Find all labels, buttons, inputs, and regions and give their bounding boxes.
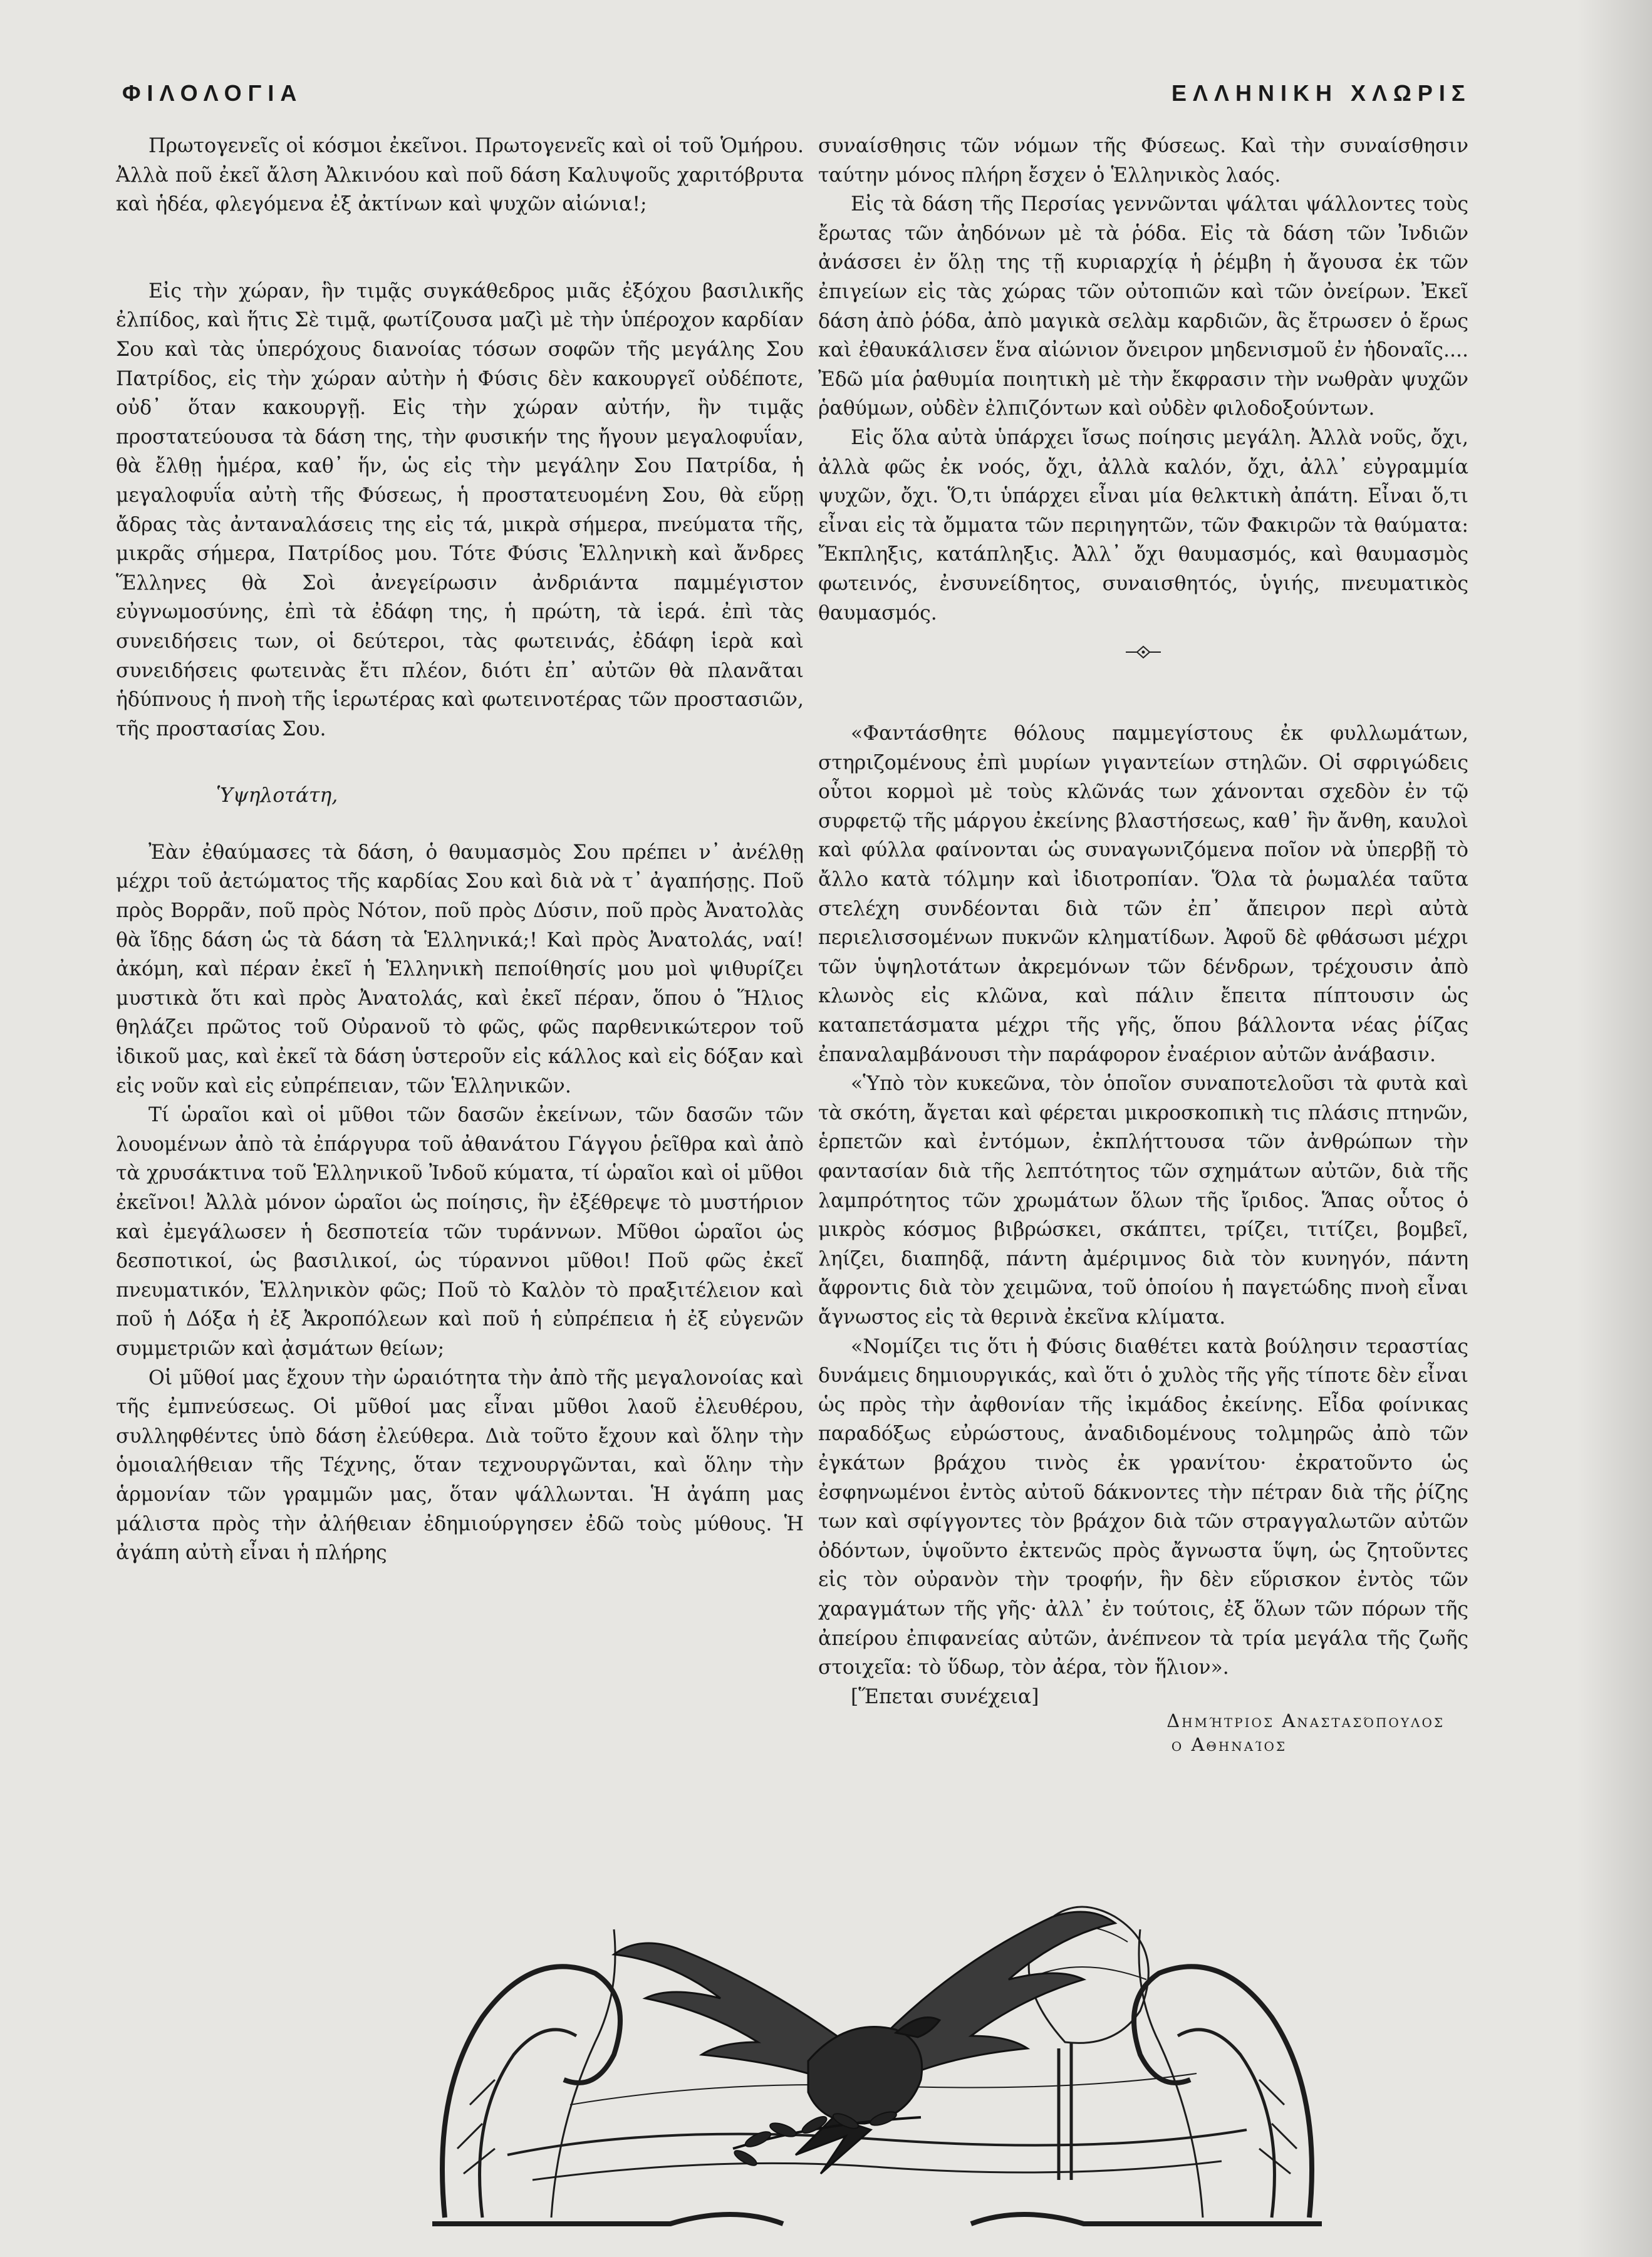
paragraph: Πρωτογενεῖς οἱ κόσμοι ἐκεῖνοι. Πρωτογενεῖς καὶ οἱ τοῦ Ὁμήρου. Ἀλλὰ ποῦ ἐκεῖ ἄλση Ἀλκινόου καὶ ποῦ δάση Καλυψοῦς χαριτόβρυτα καὶ ἡδέα, φλεγόμενα ἐξ ἀκτίνων καὶ ψυχῶν αἰώνια!; [116,135,804,216]
paragraph: Οἱ μῦθοί μας ἔχουν τὴν ὡραιότητα τὴν ἀπὸ τῆς μεγαλονοίας καὶ τῆς ἐμπνεύσεως. Οἱ μῦθοί μας εἶναι μῦθοι λαοῦ ἐλευθέρου, συλληφθέντες ὑπὸ δάση ἐλεύθερα. Διὰ τοῦτο ἔχουν καὶ ὅλην τὴν ὁμοιαλήθειαν τῆς Τέχνης, ὅταν τεχνουργῶνται, καὶ ὅλην τὴν ἁρμονίαν τῶν γραμμῶν μας, ὅταν ψάλλωνται. Ἡ ἀγάπη μας μάλιστα πρὸς τὴν ἀλήθειαν ἐδημιούργησεν ἐδῶ τοὺς μύθους. Ἡ ἀγάπη αὐτὴ εἶναι ἡ πλήρης [116,1366,804,1565]
paragraph: «Φαντάσθητε θόλους παμμεγίστους ἐκ φυλλωμάτων, στηριζομένους ἐπὶ μυρίων γιγαντείων στηλῶν. Οἱ σφριγώδεις οὗτοι κορμοὶ μὲ τοὺς κλῶνάς των χάνονται σχεδὸν ἐν τῷ συρφετῷ τῆς μάργου ἐκείνης βλαστήσεως, καθ᾿ ἣν ἄνθη, καυλοὶ καὶ φύλλα φαίνονται ὡς συναγωνιζόμενα ποῖον νὰ ὑπερβῇ τὸ ἄλλο κατὰ τόλμην καὶ ἰδιοτροπίαν. Ὅλα τὰ ῥωμαλέα ταῦτα στελέχη συνδέονται διὰ τῶν ἐπ᾿ ἄπειρον περὶ αὐτὰ περιελισσομένων πυκνῶν κληματίδων. Ἀφοῦ δὲ φθάσωσι μέχρι τῶν ὑψηλοτάτων ἀκρεμόνων τῶν δένδρων, τρέχουσιν ἀπὸ κλωνὸς εἰς κλῶνα, καὶ πάλιν ἔπειτα πίπτουσιν ὡς καταπετάσματα μέχρι τῆς γῆς, ὅπου βάλλοντα νέας ῥίζας ἐπαναλαμβάνουσι τὴν παράφορον ἐναέριον αὐτῶν ἀνάβασιν. [818,722,1468,1066]
author-signature: Δημήτριος Αναστασόπουλος [1166,1710,1445,1732]
paragraph: «Ὑπὸ τὸν κυκεῶνα, τὸν ὁποῖον συναποτελοῦσι τὰ φυτὰ καὶ τὰ σκότη, ἄγεται καὶ φέρεται μικροσκοπικὴ τις πλάσις πτηνῶν, ἑρπετῶν καὶ ἐντόμων, ἐκπλήττουσα τῶν ἀνθρώπων τὴν φαντασίαν διὰ τῆς λεπτότητος τῶν σχημάτων αὐτῶν, διὰ τῆς λαμπρότητος τῶν χρωμάτων ὅλων τῆς ἴριδος. Ἅπας οὗτος ὁ μικρὸς κόσμος βιβρώσκει, σκάπτει, τρίζει, τιτίζει, βομβεῖ, ληίζει, διαπηδᾷ, πάντη ἀμέριμνος διὰ τὸν κυνηγόν, πάντη ἄφροντις διὰ τὸν χειμῶνα, τοῦ ὁποίου ἡ παγετώδης πνοὴ εἶναι ἄγνωστος εἰς τὰ θερινὰ ἐκεῖνα κλίματα. [818,1072,1468,1329]
left-column [116,132,804,1568]
paragraph: «Νομίζει τις ὅτι ἡ Φύσις διαθέτει κατὰ βούλησιν τεραστίας δυνάμεις δημιουργικάς, καὶ ὅτι ὁ χυλὸς τῆς γῆς τίποτε δὲν εἶναι ὡς πρὸς τὴν ἀφθονίαν τῆς ἰκμάδος ἐκείνης. Εἶδα φοίνικας παραδόξως εὐρώστους, ἀναδιδομένους τολμηρῶς ἀπὸ τῶν ἐγκάτων βράχου τινὸς ἐκ γρανίτου· ἐκρατοῦντο ὡς ἐσφηνωμένοι ἐντὸς αὐτοῦ δάκνοντες τὴν πέτραν διὰ τῆς ῥίζης των καὶ σφίγγοντες τὸν βράχον διὰ τῶν στραγγαλωτῶν αὐτῶν ὀδόντων, ὑψοῦντο ἐκτενῶς πρὸς ἄγνωστα ὕψη, ὡς ζητοῦντες εἰς τὸν οὐρανὸν τὴν τροφήν, ἣν δὲν εὕρισκον ἐντὸς τῶν χαραγμάτων τῆς γῆς· ἀλλ᾿ ἐν τούτοις, ἐξ ὅλων τῶν πόρων τῆς ἀπείρου ἐπιφανείας αὐτῶν, ἀνέπνεον τὰ τρία μεγάλα τῆς ζωῆς στοιχεῖα: τὸ ὕδωρ, τὸν ἀέρα, τὸν ἥλιον». [818,1335,1468,1679]
running-head-right: ΕΛΛΗΝΙΚΗ ΧΛΩΡΙΣ [1171,80,1472,106]
eagle-vignette-icon [407,1854,1347,2230]
paragraph: Εἰς ὅλα αὐτὰ ὑπάρχει ἴσως ποίησις μεγάλη. Ἀλλὰ νοῦς, ὄχι, ἀλλὰ φῶς ἐκ νοός, ὄχι, ἀλλὰ καλόν, ὄχι, ἀλλ᾿ εὐγραμμία ψυχῶν, ὄχι. Ὅ,τι ὑπάρχει εἶναι μία θελκτικὴ ἀπάτη. Εἶναι ὅ,τι εἶναι εἰς τὰ ὄμματα τῶν περιηγητῶν, τῶν Φακιρῶν τὰ θαύματα: Ἔκπληξις, κατάπληξις. Ἀλλ᾿ ὄχι θαυμασμός, καὶ θαυμασμὸς φωτεινός, ἐνσυνείδητος, συναισθητός, ὑγιής, πνευματικὸς θαυμασμός. [818,426,1468,625]
paragraph: Εἰς τὴν χώραν, ἣν τιμᾷς συγκάθεδρος μιᾶς ἐξόχου βασιλικῆς ἐλπίδος, καὶ ἥτις Σὲ τιμᾷ, φωτίζουσα μαζὶ μὲ τὴν ὑπέροχον καρδίαν Σου καὶ τὰς ὑπερόχους διανοίας τόσων σοφῶν τῆς μεγάλης Σου Πατρίδος, εἰς τὴν χώραν αὐτὴν ἡ Φύσις δὲν κακουργεῖ οὐδέποτε, οὐδ᾿ ὅταν κακουργῇ. Εἰς τὴν χώραν αὐτήν, ἣν τιμᾷς προστατεύουσα τὰ δάση της, τὴν φυσικήν της ἤγουν μεγαλοφυΐαν, θὰ ἔλθῃ ἡμέρα, καθ᾿ ἥν, ὡς εἰς τὴν μεγάλην Σου Πατρίδα, ἡ μεγαλοφυΐα αὐτὴ τῆς Φύσεως, ἡ προστατευομένη Σου, θὰ εὕρῃ ἄδρας τὰς ἀνταναλάσεις της εἰς τά, μικρὰ σήμερα, πνεύματα τῆς, μικρᾶς σήμερα, Πατρίδος μου. Τότε Φύσις Ἑλληνικὴ καὶ ἄνδρες Ἕλληνες θὰ Σοὶ ἀνεγείρωσιν ἀνδριάντα παμμέγιστον εὐγνωμοσύνης, ἐπὶ τὰ ἐδάφη της, ἡ πρώτη, τὰ ἱερά. ἐπὶ τὰς συνειδήσεις των, οἱ δεύτεροι, τὰς φωτεινάς, ἐδάφη ἱερὰ καὶ συνειδήσεις φωτεινὰς ἔτι πλέον, διότι ἐπ᾿ αὐτῶν θὰ πλανᾶται ἡδύπνους ἡ πνοὴ τῆς ἱερωτέρας καὶ φωτεινοτέρας τῶν προστασιῶν, τῆς προστασίας Σου. [116,279,804,740]
ornament-divider-icon [1125,645,1162,659]
paragraph: Εἰς τὰ δάση τῆς Περσίας γεννῶνται ψάλται ψάλλοντες τοὺς ἔρωτας τῶν ἀηδόνων μὲ τὰ ῥόδα. Εἰς τὰ δάση τῶν Ἰνδιῶν ἀνάσσει ἐν ὅλῃ της τῇ κυριαρχίᾳ ἡ ῥέμβη ἡ ἄγουσα ἐκ τῶν ἐπιγείων εἰς τὰς χώρας τῶν οὐτοπιῶν καὶ τῶν ὀνείρων. Ἐκεῖ δάση ἀπὸ ῥόδα, ἀπὸ μαγικὰ σελὰμ καρδιῶν, ἃς ἔτρωσεν ὁ ἔρως καὶ ἐθαυκάλισεν ἕνα αἰώνιον ὄνειρον μηδενισμοῦ ἐν ἡδοναῖς.... Ἐδῶ μία ῥαθυμία ποιητικὴ μὲ τὴν ἔκφρασιν τὴν νωθρὰν ψυχῶν ῥαθύμων, οὐδὲν ἐλπιζόντων καὶ οὐδὲν φιλοδοξούντων. [818,193,1468,420]
paragraph: Ἐὰν ἐθαύμασες τὰ δάση, ὁ θαυμασμὸς Σου πρέπει ν᾿ ἀνέλθῃ μέχρι τοῦ ἀετώματος τῆς καρδίας Σου καὶ διὰ νὰ τ᾿ ἀγαπήσῃς. Ποῦ πρὸς Βορρᾶν, ποῦ πρὸς Νότον, ποῦ πρὸς Δύσιν, ποῦ πρὸς Ἀνατολὰς θὰ ἴδῃς δάση ὡς τὰ δάση τὰ Ἑλληνικά;! Καὶ πρὸς Ἀνατολάς, ναί! ἀκόμη, καὶ πέραν ἐκεῖ ἡ Ἑλληνικὴ πεποίθησίς μου μοὶ ψιθυρίζει μυστικὰ ὅτι καὶ πρὸς Ἀνατολάς, καὶ ἐκεῖ πέραν, ὅπου ὁ Ἥλιος θηλάζει πρῶτος τοῦ Οὐρανοῦ τὸ φῶς, φῶς παρθενικώτερον τοῦ ἰδικοῦ μας, καὶ ἐκεῖ τὰ δάση ὑστεροῦν εἰς κάλλος καὶ εἰς δόξαν καὶ εἰς νοῦν καὶ εἰς εὐπρέπειαν, τῶν Ἑλληνικῶν. [116,841,804,1097]
continued-note: [Ἕπεται συνέχεια] [851,1685,1039,1708]
salutation: Ὑψηλοτάτη, [216,784,338,807]
right-column [818,132,1468,1756]
paragraph: συναίσθησις τῶν νόμων τῆς Φύσεως. Καὶ τὴν συναίσθησιν ταύτην μόνος πλήρη ἔσχεν ὁ Ἑλληνικὸς λαός. [818,135,1468,187]
author-origin: ο Αθηναίος [1171,1734,1287,1756]
paragraph: Τί ὡραῖοι καὶ οἱ μῦθοι τῶν δασῶν ἐκείνων, τῶν δασῶν τῶν λουομένων ἀπὸ τὰ ἐπάργυρα τοῦ ἀθανάτου Γάγγου ῥεῖθρα καὶ ἀπὸ τὰ χρυσάκτινα τοῦ Ἑλληνικοῦ Ἰνδοῦ κύματα, τί ὡραῖοι καὶ οἱ μῦθοι ἐκεῖνοι! Ἀλλὰ μόνον ὡραῖοι ὡς ποίησις, ἣν ἐξέθρεψε τὸ μυστήριον καὶ ἐμεγάλωσεν ἡ δεσποτεία τῶν τυράννων. Μῦθοι ὡραῖοι ὡς δεσποτικοί, ὡς βασιλικοί, ὡς τύραννοι μῦθοι! Ποῦ φῶς ἐκεῖ πνευματικόν, Ἑλληνικὸν φῶς; Ποῦ τὸ Καλὸν τὸ πραξιτέλειον καὶ ποῦ ἡ Δόξα ἡ ἐξ Ἀκροπόλεων καὶ ποῦ ἡ εὐπρέπεια ἡ ἐξ εὐγενῶν συμμετριῶν καὶ ᾀσμάτων θείων; [116,1104,804,1360]
running-head-left: ΦΙΛΟΛΟΓΙΑ [122,80,303,106]
